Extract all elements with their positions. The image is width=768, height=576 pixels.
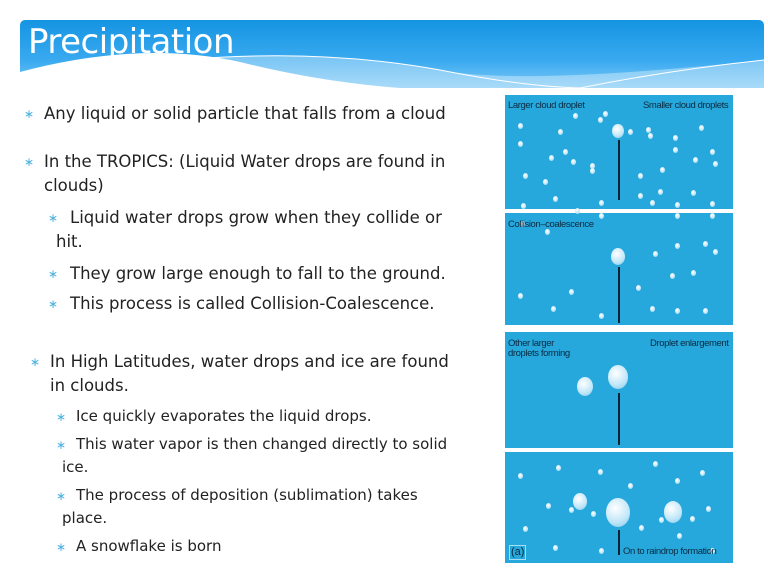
bullet-item (70, 292, 435, 316)
bullet-item (50, 350, 449, 398)
bullet-item (44, 150, 445, 198)
bullet-icon: ∗ (48, 211, 59, 225)
droplet (573, 493, 587, 510)
label-collision: Collision–coalescence (508, 219, 594, 230)
droplet (710, 201, 715, 207)
bullet-icon: ∗ (48, 267, 59, 281)
label-droplet-enlargement: Droplet enlargement (650, 338, 729, 349)
droplet (553, 196, 558, 202)
title-banner (20, 20, 764, 88)
bullet-text-continued: hit. (56, 232, 83, 251)
droplet (598, 117, 603, 123)
droplet (556, 465, 561, 471)
droplet (675, 478, 680, 484)
bullet-text: This water vapor is then changed directly to solid (76, 435, 448, 453)
droplet (603, 111, 608, 117)
droplet (646, 127, 651, 133)
droplet (521, 203, 526, 209)
bullet-item (56, 206, 442, 254)
bullet-text: The process of deposition (sublimation) takes (76, 486, 418, 504)
bullet-text: In the TROPICS: (Liquid Water drops are found in (44, 152, 446, 171)
droplet (699, 125, 704, 131)
label-larger-droplet: Larger cloud droplet (508, 100, 585, 111)
droplet (703, 308, 708, 314)
droplet (653, 251, 658, 257)
droplet (599, 313, 604, 319)
bullet-text: Any liquid or solid particle that falls from a cloud (44, 104, 446, 123)
fall-arrow-icon (618, 140, 620, 200)
label-smaller-droplets: Smaller cloud droplets (643, 100, 729, 111)
droplet (598, 469, 603, 475)
bullet-icon: ∗ (56, 489, 67, 503)
fall-arrow-icon (618, 393, 620, 445)
bullet-icon: ∗ (24, 155, 35, 169)
fall-arrow-icon (618, 267, 620, 323)
bullet-icon: ∗ (48, 297, 59, 311)
droplet (710, 149, 715, 155)
droplet (693, 157, 698, 163)
bullet-text: A snowflake is born (76, 537, 222, 555)
droplet (599, 213, 604, 219)
droplet (606, 498, 630, 527)
droplet (638, 193, 643, 199)
fall-arrow-icon (618, 530, 620, 555)
droplet (706, 506, 711, 512)
droplet (546, 503, 551, 509)
droplet (543, 179, 548, 185)
droplet (675, 243, 680, 249)
bullet-item (62, 433, 448, 479)
droplet (675, 308, 680, 314)
panel-letter: (a) (511, 546, 525, 558)
droplet (673, 147, 678, 153)
droplet (636, 285, 641, 291)
droplet (571, 159, 576, 165)
droplet (713, 249, 718, 255)
droplet (659, 517, 664, 523)
droplet (523, 173, 528, 179)
droplet (569, 507, 574, 513)
droplet (691, 270, 696, 276)
droplet (628, 483, 633, 489)
bullet-text-continued: clouds) (44, 176, 104, 195)
droplet (591, 511, 596, 517)
droplet (523, 526, 528, 532)
bullet-item (62, 484, 418, 530)
bullet-text: In High Latitudes, water drops and ice are found (50, 352, 449, 371)
bullet-item (70, 262, 446, 286)
bullet-text-continued: ice. (62, 458, 89, 476)
collision-coalescence-diagram (505, 95, 733, 563)
droplet (675, 213, 680, 219)
droplet (518, 293, 523, 299)
droplet (573, 113, 578, 119)
droplet (703, 241, 708, 247)
droplet (638, 173, 643, 179)
droplet (700, 470, 705, 476)
droplet (599, 200, 604, 206)
bullet-item (44, 102, 446, 126)
droplet (639, 525, 644, 531)
droplet (650, 200, 655, 206)
bullet-icon: ∗ (56, 438, 67, 452)
bullet-icon: ∗ (30, 355, 41, 369)
bullet-icon: ∗ (56, 540, 67, 554)
droplet (650, 306, 655, 312)
droplet (658, 189, 663, 195)
droplet (675, 202, 680, 208)
droplet (664, 501, 682, 523)
bullet-text-continued: in clouds. (50, 376, 129, 395)
droplet (551, 306, 556, 312)
droplet (553, 545, 558, 551)
droplet (563, 149, 568, 155)
droplet (518, 123, 523, 129)
droplet (575, 208, 580, 214)
droplet (518, 473, 523, 479)
bullet-text: They grow large enough to fall to the ground. (70, 264, 446, 283)
bullet-text: Liquid water drops grow when they collide or (70, 208, 442, 227)
slide-title: Precipitation (28, 22, 235, 62)
droplet (660, 167, 665, 173)
droplet (691, 190, 696, 196)
droplet (710, 213, 715, 219)
droplet (648, 133, 653, 139)
droplet (673, 135, 678, 141)
label-other-larger: Other larger droplets forming (508, 338, 570, 359)
droplet (713, 161, 718, 167)
bullet-item (76, 405, 372, 428)
bullet-text: Ice quickly evaporates the liquid drops. (76, 407, 372, 425)
droplet (628, 129, 633, 135)
droplet (690, 516, 695, 522)
bullet-icon: ∗ (24, 107, 35, 121)
droplet (599, 548, 604, 554)
droplet (653, 461, 658, 467)
droplet (518, 141, 523, 147)
bullet-icon: ∗ (56, 410, 67, 424)
droplet (670, 273, 675, 279)
droplet (569, 289, 574, 295)
bullet-text-continued: place. (62, 509, 108, 527)
bullet-item (76, 535, 221, 558)
droplet (677, 533, 682, 539)
label-raindrop: On to raindrop formation (623, 546, 717, 557)
droplet (608, 365, 628, 389)
droplet (611, 248, 625, 265)
bullet-text: This process is called Collision-Coalescence. (70, 294, 435, 313)
droplet (549, 155, 554, 161)
droplet (590, 168, 595, 174)
droplet (577, 377, 593, 396)
droplet (558, 129, 563, 135)
